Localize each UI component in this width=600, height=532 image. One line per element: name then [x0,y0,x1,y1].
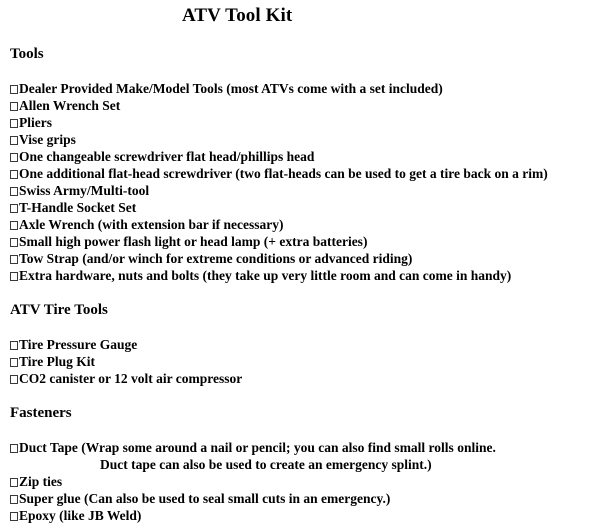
list-item-label: Dealer Provided Make/Model Tools (most ATVs come with a set included) [19,81,443,96]
list-item-label: Tire Pressure Gauge [19,337,138,352]
list-item[interactable] [0,507,600,524]
list-item-label: One changeable screwdriver flat head/phillips head [19,149,315,164]
empty-checkbox-icon[interactable] [10,221,18,230]
list-item[interactable] [0,439,600,456]
empty-checkbox-icon[interactable] [10,272,18,281]
empty-checkbox-icon[interactable] [10,358,18,367]
section-fasteners [0,404,600,524]
list-item-continuation: Duct tape can also be used to create an emergency splint.) [100,457,432,472]
section-gap [0,387,600,404]
list-item-label: Pliers [19,115,52,130]
list-item-label: Duct Tape (Wrap some around a nail or pencil; you can also find small rolls online. [19,440,496,455]
list-item[interactable] [0,148,600,165]
list-item[interactable] [0,267,600,284]
list-item[interactable] [0,199,600,216]
list-item-label: Tow Strap (and/or winch for extreme conditions or advanced riding) [19,251,413,266]
list-item-label: Zip ties [19,474,63,489]
list-item[interactable] [0,473,600,490]
section-heading-fasteners: Fasteners [10,405,72,421]
empty-checkbox-icon[interactable] [10,204,18,213]
list-item[interactable] [0,250,600,267]
page-title: ATV Tool Kit [182,5,293,26]
empty-checkbox-icon[interactable] [10,444,18,453]
empty-checkbox-icon[interactable] [10,170,18,179]
empty-checkbox-icon[interactable] [10,375,18,384]
section-spacer [0,422,600,439]
section-tools [0,45,600,284]
empty-checkbox-icon[interactable] [10,255,18,264]
empty-checkbox-icon[interactable] [10,512,18,521]
empty-checkbox-icon[interactable] [10,85,18,94]
checklist-atv-tire-tools [0,336,600,387]
list-item[interactable] [0,80,600,97]
list-item-label: CO2 canister or 12 volt air compressor [19,371,243,386]
list-item[interactable] [0,336,600,353]
list-item-label: T-Handle Socket Set [19,200,137,215]
checklist-fasteners [0,439,600,524]
section-spacer [0,319,600,336]
list-item-label: Small high power flash light or head lamp (+ extra batteries) [19,234,368,249]
list-item-label: Allen Wrench Set [19,98,121,113]
list-item-label: Vise grips [19,132,76,147]
list-item[interactable] [0,182,600,199]
list-item-label: Super glue (Can also be used to seal small cuts in an emergency.) [19,491,391,506]
section-heading-tools: Tools [10,46,44,62]
list-item-label: Epoxy (like JB Weld) [19,508,142,523]
empty-checkbox-icon[interactable] [10,238,18,247]
section-spacer [0,63,600,80]
empty-checkbox-icon[interactable] [10,495,18,504]
section-heading-atv-tire-tools: ATV Tire Tools [10,302,108,318]
empty-checkbox-icon[interactable] [10,153,18,162]
section-gap [0,284,600,301]
list-item[interactable] [0,97,600,114]
list-item-label: Axle Wrench (with extension bar if necessary) [19,217,284,232]
empty-checkbox-icon[interactable] [10,136,18,145]
list-item[interactable] [0,165,600,182]
list-item-label: Tire Plug Kit [19,354,96,369]
list-item[interactable] [0,131,600,148]
list-item[interactable] [0,490,600,507]
list-item-label: Extra hardware, nuts and bolts (they take up very little room and can come in handy) [19,268,512,283]
empty-checkbox-icon[interactable] [10,478,18,487]
list-item-label: Swiss Army/Multi-tool [19,183,150,198]
empty-checkbox-icon[interactable] [10,102,18,111]
checklist-tools [0,80,600,284]
title-spacer [0,28,600,45]
list-item[interactable] [0,114,600,131]
list-item[interactable] [0,216,600,233]
list-item[interactable] [0,233,600,250]
empty-checkbox-icon[interactable] [10,187,18,196]
empty-checkbox-icon[interactable] [10,341,18,350]
list-item[interactable] [0,353,600,370]
list-item-label: One additional flat-head screwdriver (two flat-heads can be used to get a tire back on a rim) [19,166,548,181]
empty-checkbox-icon[interactable] [10,119,18,128]
section-atv-tire-tools [0,301,600,387]
list-item[interactable] [0,370,600,387]
